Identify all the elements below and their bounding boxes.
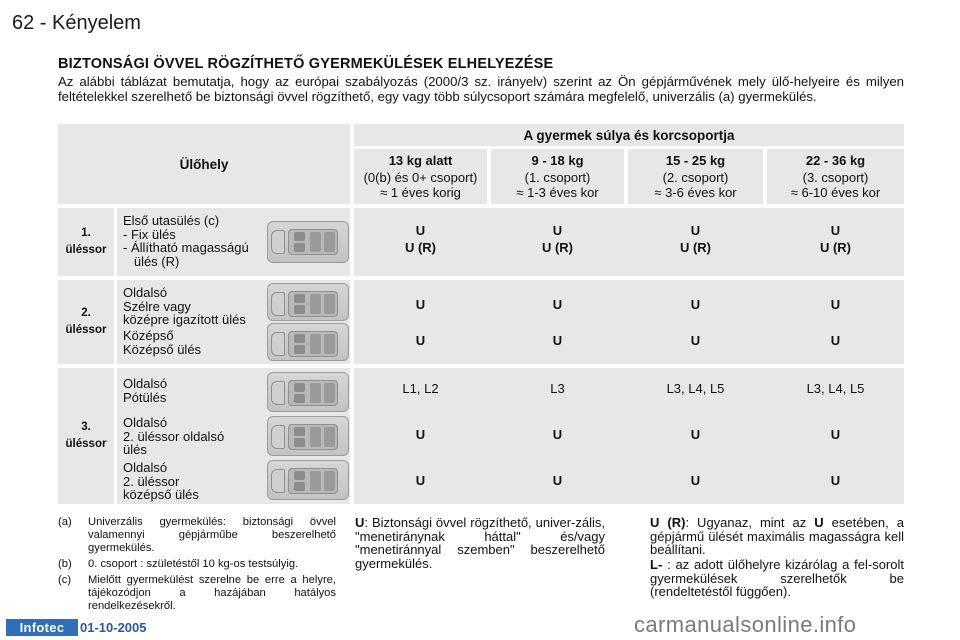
column-age: ≈ 1-3 éves kor [516, 185, 599, 200]
seat-line: Középső ülés [123, 341, 202, 357]
footnote-text: Univerzális gyermekülés: biztonsági övvel valamennyi gépjárműbe beszerelhető gyermekülés. [88, 516, 336, 554]
value-cell: U U (R) [679, 223, 712, 255]
seat-line: középre igazított ülés [123, 312, 246, 327]
seat-description [123, 329, 201, 356]
value-cell: U [830, 427, 841, 442]
legend-text: esetében, a gépjármű ülését maximális magasságra kell beállítani. [650, 515, 904, 557]
legend-text: : Ugyanaz, mint az [685, 515, 815, 530]
row-number: 1. [81, 227, 91, 239]
seat-description [123, 214, 249, 268]
values-row-3 [354, 368, 904, 504]
column-header-group-1 [491, 149, 624, 204]
column-age: ≈ 1 éves korig [380, 185, 461, 200]
footnote-mark: (c) [58, 574, 72, 586]
car-seat-diagram [267, 283, 349, 321]
car-seat-diagram [267, 372, 349, 412]
column-group: (0(b) és 0+ csoport) [363, 170, 478, 185]
legend-u [355, 516, 605, 570]
row-number: 2. [81, 307, 91, 319]
value-cell: U [830, 333, 841, 348]
row-number: 3. [81, 421, 91, 433]
value-cell: U [415, 297, 426, 312]
column-title: 13 kg alatt [388, 153, 453, 168]
row-word: üléssor [65, 438, 107, 450]
car-seat-diagram [267, 221, 349, 263]
values-row-1 [354, 208, 904, 276]
value-cell: U U (R) [541, 223, 574, 255]
column-header-group-3 [767, 149, 904, 204]
car-seat-diagram [267, 323, 349, 361]
value-cell: L1, L2 [402, 381, 439, 396]
seat-column-header: Ülőhely [58, 124, 350, 204]
seat-description [123, 416, 224, 457]
value-cell: U [690, 427, 701, 442]
car-seat-diagram [267, 460, 349, 500]
column-title: 22 - 36 kg [805, 153, 866, 168]
values-row-2 [354, 280, 904, 364]
row-word: üléssor [65, 324, 107, 336]
legend-key: U [814, 515, 824, 530]
seat-description [123, 461, 199, 502]
value-cell: U [552, 297, 563, 312]
column-age: ≈ 3-6 éves kor [654, 185, 737, 200]
value-cell: U [415, 427, 426, 442]
row-label-3 [58, 368, 114, 504]
seat-line: Oldalsó [123, 376, 168, 391]
value-cell: U U (R) [404, 223, 437, 255]
value-cell: U [552, 427, 563, 442]
seat-line: Oldalsó [123, 460, 168, 475]
legend-key: U (R) [650, 515, 686, 530]
seat-description [123, 377, 167, 404]
row-label-2 [58, 280, 114, 364]
footnote-mark: (a) [58, 516, 72, 528]
seat-cell-front-passenger [117, 208, 350, 276]
legend-ur [650, 516, 904, 557]
column-header-group-2 [628, 149, 763, 204]
car-seat-diagram [267, 416, 349, 456]
infotec-logo: Infotec [6, 619, 78, 636]
column-group: (2. csoport) [662, 170, 729, 185]
seat-line: ülés [123, 442, 147, 457]
seat-line: 2. üléssor oldalsó [123, 428, 225, 444]
seat-line: Pótülés [123, 389, 167, 405]
value-cell: U [690, 297, 701, 312]
footnote-a [58, 516, 336, 555]
column-age: ≈ 6-10 éves kor [790, 185, 881, 200]
legend-l [650, 558, 904, 599]
column-title: 9 - 18 kg [531, 153, 584, 168]
footnote-b [58, 558, 336, 571]
seat-line: Oldalsó [123, 285, 168, 300]
legend-key: L- [650, 557, 663, 572]
page-header: 62 - Kényelem [12, 12, 141, 34]
footnote-mark: (b) [58, 558, 72, 570]
legend-key: U [355, 515, 365, 530]
column-title: 15 - 25 kg [665, 153, 726, 168]
value-cell: U [552, 333, 563, 348]
row-word: üléssor [65, 244, 107, 256]
value-cell: U [552, 473, 563, 488]
section-title: BIZTONSÁGI ÖVVEL RÖGZÍTHETŐ GYERMEKÜLÉSEK ELHELYEZÉSE [58, 56, 554, 72]
seat-line: 2. üléssor [123, 473, 180, 489]
watermark: carmanualsonline.info [634, 612, 857, 637]
footnote-text: 0. csoport : születéstől 10 kg-os testsúlyig. [88, 558, 299, 570]
column-group: (3. csoport) [802, 170, 869, 185]
seat-line: - Állítható magasságú [123, 240, 249, 255]
footnote-text: Mielőtt gyermekülést szerelne be erre a helyre, tájékozódjon a hazájában hatályos rendelkezésekről. [88, 574, 336, 612]
value-cell: L3, L4, L5 [666, 381, 725, 396]
value-cell: U U (R) [819, 223, 852, 255]
value-cell: U [415, 473, 426, 488]
intro-paragraph: Az alábbi táblázat bemutatja, hogy az európai szabályozás (2000/3 sz. irányelv) szerint az Ön gépjárművének mely ülő-helyeire és milyen feltételekkel szerelhető be biztonsági övvel rögzíthető, egy vagy több súlycsoport számára megfelelő, univerzális (a) gyermekülés. [58, 74, 904, 104]
legend-text: : Biztonsági övvel rögzíthető, univer-zális, "menetiránynak háttal" és/vagy "menetiránnyal szemben" beszerelhető gyermekülés. [355, 515, 605, 571]
value-cell: L3, L4, L5 [806, 381, 865, 396]
seat-description [123, 286, 246, 327]
footer-date: 01-10-2005 [80, 620, 147, 635]
value-cell: U [415, 333, 426, 348]
seat-line: Szélre vagy [123, 298, 191, 314]
seat-line: Első utasülés (c) [123, 213, 220, 228]
footnote-c [58, 574, 336, 613]
value-cell: U [830, 297, 841, 312]
value-cell: U [690, 333, 701, 348]
value-cell: U [830, 473, 841, 488]
seat-line: - Fix ülés [123, 226, 176, 242]
column-header-group-0 [354, 149, 487, 204]
seat-cell-row3 [117, 368, 350, 504]
row-label-1 [58, 208, 114, 276]
seat-line: Oldalsó [123, 415, 168, 430]
seat-line: Középső [123, 328, 174, 343]
weight-group-header: A gyermek súlya és korcsoportja [354, 124, 904, 146]
seat-line: középső ülés [123, 487, 199, 502]
value-cell: L3 [550, 381, 565, 396]
seat-cell-row2 [117, 280, 350, 364]
seat-line: ülés (R) [123, 253, 180, 269]
legend-text: : az adott ülőhelyre kizárólag a fel-sorolt gyermekülések szerelhetők be (rendeltetéstől függően). [650, 557, 904, 599]
value-cell: U [690, 473, 701, 488]
column-group: (1. csoport) [524, 170, 591, 185]
